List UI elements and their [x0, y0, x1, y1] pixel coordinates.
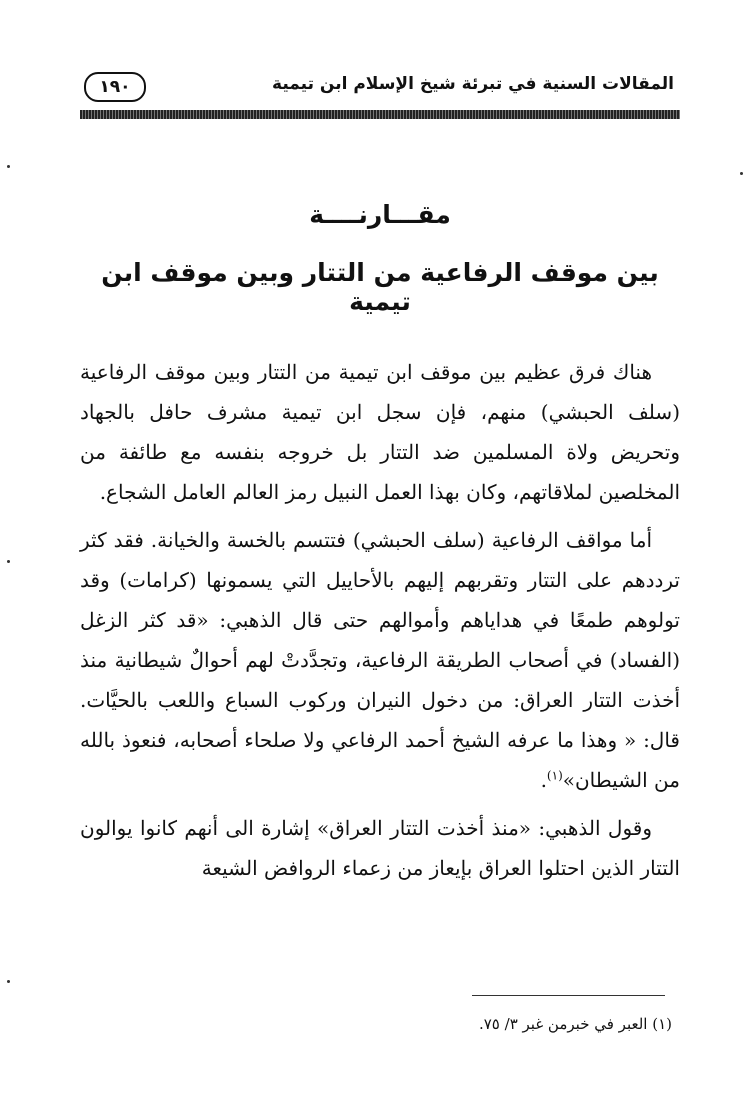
paragraph-3: وقول الذهبي: «منذ أخذت التتار العراق» إشارة الى أنهم كانوا يوالون التتار الذين احتلوا العراق بإيعاز من زعماء الروافض الشيعة — [80, 816, 680, 880]
body-text — [80, 352, 680, 896]
footnote-reference: (١) — [546, 768, 563, 783]
margin-speck — [7, 165, 10, 168]
margin-speck — [7, 980, 10, 983]
paragraph-2 — [80, 520, 680, 800]
paragraph-1: هناك فرق عظيم بين موقف ابن تيمية من التتار وبين موقف الرفاعية (سلف الحبشي) منهم، فإن سجل ابن تيمية مشرف حافل بالجهاد وتحريض ولاة المسلمين ضد التتار بل خروجه بنفسه مع طائفة من المخلصين لملاقاتهم، وكان بهذا العمل النبيل رمز العالم العامل الشجاع. — [80, 360, 680, 504]
section-title: مقـــارنــــة — [309, 200, 451, 229]
header-rule — [80, 110, 680, 119]
page-header — [80, 72, 680, 112]
paragraph-2-end: . — [540, 768, 547, 792]
paragraph-2-text: أما مواقف الرفاعية (سلف الحبشي) فتتسم بالخسة والخيانة. فقد كثر ترددهم على التتار وتقربهم إليهم بالأحاييل التي يسمونها (كرامات) وقد تولوهم طمعًا في هداياهم وأموالهم حتى قال الذهبي: «قد كثر الزغل (الفساد) في أصحاب الطريقة الرفاعية، وتجدَّدتْ لهم أحوالٌ شيطانية منذ أخذت التتار العراق: من دخول النيران وركوب السباع واللعب بالحيَّات. قال: « وهذا ما عرفه الشيخ أحمد الرفاعي ولا صلحاء أصحابه، فنعوذ بالله من الشيطان» — [80, 528, 680, 792]
margin-speck — [740, 172, 743, 175]
margin-speck — [7, 560, 10, 563]
footnote-separator — [472, 995, 665, 996]
section-subtitle: بين موقف الرفاعية من التتار وبين موقف ابن تيمية — [101, 258, 659, 316]
page-number: ١٩٠ — [84, 72, 146, 102]
running-title: المقالات السنية في تبرئة شيخ الإسلام ابن تيمية — [272, 74, 674, 94]
footnote: (١) العبر في خبرمن غبر ٣/ ٧٥. — [478, 1015, 672, 1033]
